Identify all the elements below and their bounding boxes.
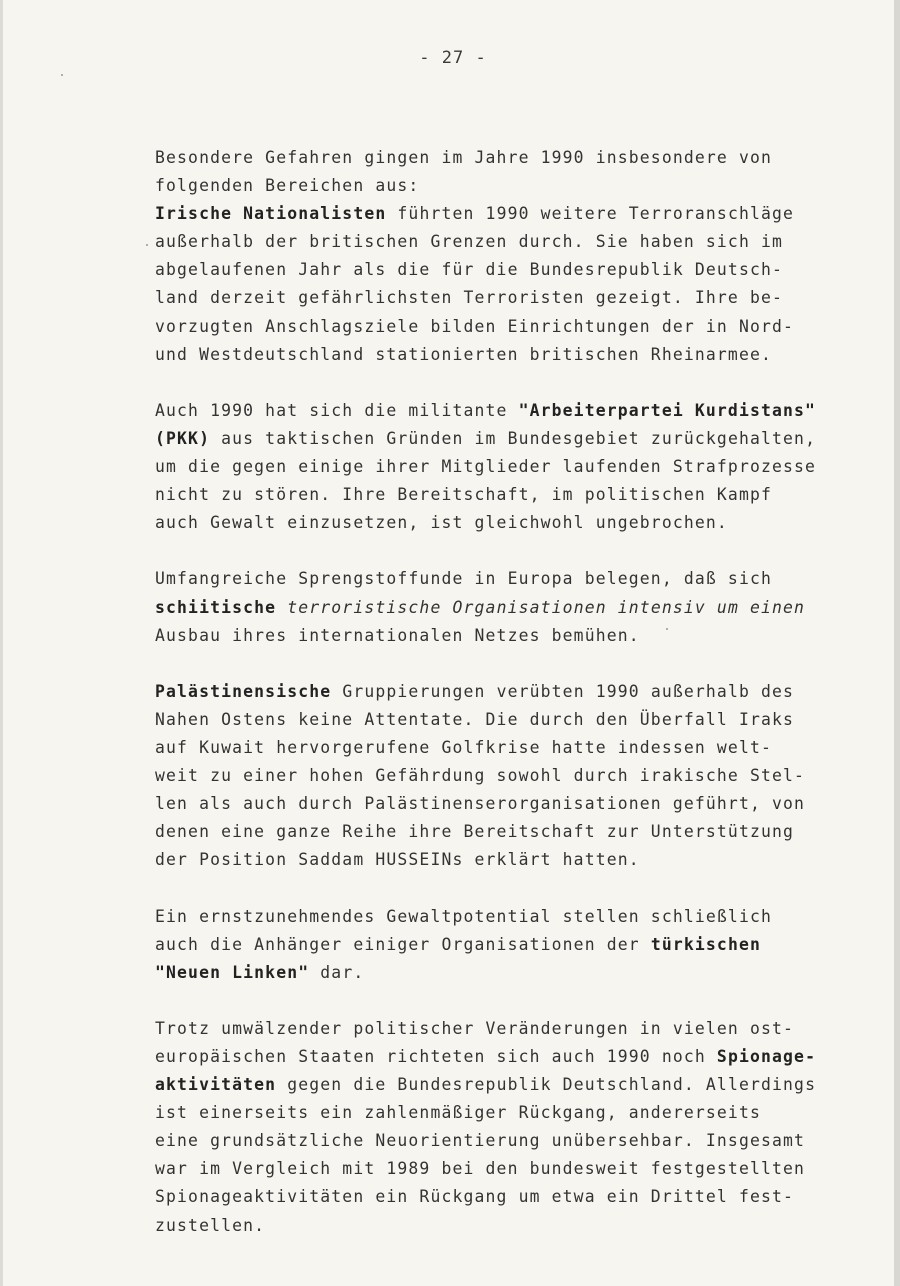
text-segment: Umfangreiche Sprengstoffunde in Europa belegen, daß sich (155, 569, 773, 589)
text-line (155, 706, 825, 734)
emphasis-text: (PKK) (155, 428, 211, 448)
text-line (155, 1071, 825, 1099)
text-segment: war im Vergleich mit 1989 bei den bundesweit festgestellten (155, 1159, 806, 1179)
text-segment: auch Gewalt einzusetzen, ist gleichwohl ungebrochen. (155, 513, 728, 533)
emphasis-text: aktivitäten (155, 1075, 277, 1095)
text-line (155, 200, 825, 228)
text-segment: denen eine ganze Reihe ihre Bereitschaft zur Unterstützung (155, 822, 795, 842)
text-line (155, 931, 825, 959)
body-text (155, 144, 825, 1268)
text-line (155, 1183, 825, 1211)
emphasis-text: "Neuen Linken" (155, 962, 310, 982)
emphasis-text: Palästinensische (155, 681, 332, 701)
text-line (155, 228, 825, 256)
text-segment: Gruppierungen verübten 1990 außerhalb des (331, 681, 795, 701)
text-line (155, 1127, 825, 1155)
text-line (155, 1043, 825, 1071)
paragraph (155, 903, 825, 987)
paragraph (155, 678, 825, 875)
text-line (155, 509, 825, 537)
text-segment: Besondere Gefahren gingen im Jahre 1990 insbesondere von (155, 148, 773, 167)
text-segment: abgelaufenen Jahr als die für die Bundesrepublik Deutsch- (155, 260, 784, 280)
paragraph (155, 144, 825, 369)
paragraph (155, 1015, 825, 1240)
text-line (155, 1015, 825, 1043)
text-segment: folgenden Bereichen aus: (155, 176, 420, 196)
paragraph (155, 565, 825, 649)
text-segment: len als auch durch Palästinenserorganisationen geführt, von (155, 794, 806, 814)
text-line (155, 846, 825, 874)
emphasis-text: "Arbeiterpartei Kurdistans" (518, 400, 817, 420)
text-segment: der Position Saddam HUSSEINs erklärt hatten. (155, 850, 640, 870)
text-segment: eine grundsätzliche Neuorientierung unübersehbar. Insgesamt (155, 1131, 806, 1151)
text-segment: nicht zu stören. Ihre Bereitschaft, im politischen Kampf (155, 485, 773, 505)
text-line (155, 284, 825, 312)
text-segment: Ein ernstzunehmendes Gewaltpotential stellen schließlich (155, 906, 773, 926)
text-line (155, 622, 825, 650)
emphasis-text: Irische Nationalisten (155, 204, 387, 224)
text-line (155, 678, 825, 706)
scan-speck (61, 74, 63, 76)
text-segment: auch die Anhänger einiger Organisationen der (155, 934, 651, 954)
text-segment: außerhalb der britischen Grenzen durch. Sie haben sich im (155, 232, 784, 252)
text-segment: führten 1990 weitere Terroranschläge (386, 204, 795, 224)
text-segment: terroristische Organisationen intensiv um einen (276, 597, 806, 617)
text-line (155, 425, 825, 453)
text-line (155, 903, 825, 931)
text-line (155, 1155, 825, 1183)
text-segment: ist einerseits ein zahlenmäßiger Rückgang, andererseits (155, 1103, 761, 1123)
text-line (155, 565, 825, 593)
text-line (155, 313, 825, 341)
text-line (155, 818, 825, 846)
page-number: - 27 - (419, 48, 487, 68)
text-line (155, 172, 825, 200)
text-segment: Trotz umwälzender politischer Veränderungen in vielen ost- (155, 1018, 795, 1038)
text-segment: weit zu einer hohen Gefährdung sowohl durch irakische Stel- (155, 766, 806, 786)
text-line (155, 1099, 825, 1127)
text-segment: Ausbau ihres internationalen Netzes bemühen. (155, 625, 640, 645)
text-line (155, 453, 825, 481)
text-segment: gegen die Bundesrepublik Deutschland. Allerdings (276, 1075, 817, 1095)
text-line (155, 256, 825, 284)
scan-speck (146, 244, 148, 246)
text-line (155, 341, 825, 369)
text-line (155, 959, 825, 987)
emphasis-text: schiitische (155, 597, 277, 617)
text-segment: aus taktischen Gründen im Bundesgebiet zurückgehalten, (210, 428, 817, 448)
text-segment: Spionageaktivitäten ein Rückgang um etwa ein Drittel fest- (155, 1187, 795, 1207)
text-line (155, 790, 825, 818)
text-segment: vorzugten Anschlagsziele bilden Einrichtungen der in Nord- (155, 316, 795, 336)
text-line (155, 762, 825, 790)
text-line (155, 734, 825, 762)
emphasis-text: türkischen (650, 934, 761, 954)
text-segment: dar. (309, 962, 365, 982)
text-segment: auf Kuwait hervorgerufene Golfkrise hatte indessen welt- (155, 737, 773, 757)
text-line (155, 397, 825, 425)
text-line (155, 144, 825, 172)
text-segment: land derzeit gefährlichsten Terroristen gezeigt. Ihre be- (155, 288, 784, 308)
text-segment: und Westdeutschland stationierten britischen Rheinarmee. (155, 344, 773, 364)
text-segment: zustellen. (155, 1215, 266, 1235)
text-line (155, 594, 825, 622)
text-line (155, 1212, 825, 1240)
text-segment: europäischen Staaten richteten sich auch 1990 noch (155, 1047, 717, 1066)
text-segment: Nahen Ostens keine Attentate. Die durch den Überfall Iraks (155, 709, 795, 729)
text-segment: Auch 1990 hat sich die militante (155, 400, 519, 420)
scan-speck (666, 628, 668, 630)
paragraph (155, 397, 825, 537)
text-line (155, 481, 825, 509)
text-segment: um die gegen einige ihrer Mitglieder laufenden Strafprozesse (155, 457, 817, 477)
emphasis-text: Spionage- (716, 1047, 817, 1066)
